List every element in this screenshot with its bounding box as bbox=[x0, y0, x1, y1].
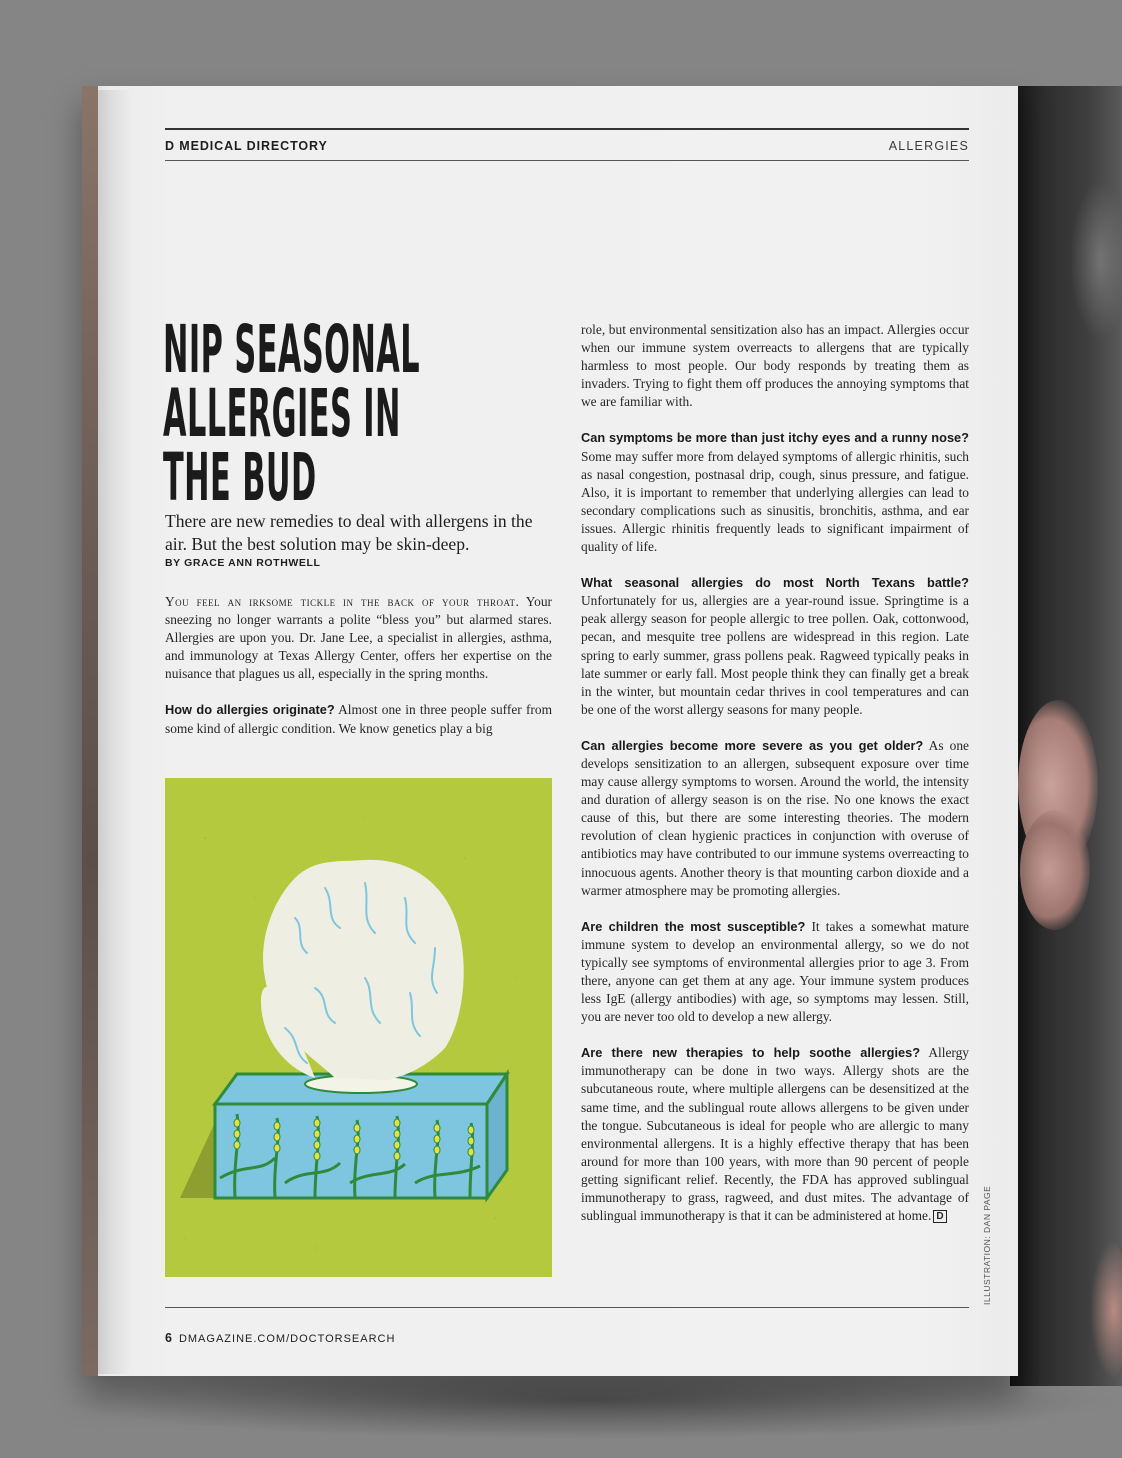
qa-seasonal bbox=[581, 574, 969, 719]
headline-line-2: ALLERGIES IN bbox=[163, 375, 401, 452]
question-originate: How do allergies originate? bbox=[165, 702, 335, 718]
qa-symptoms bbox=[581, 429, 969, 556]
tissue-box-illustration bbox=[165, 778, 552, 1277]
intro-paragraph bbox=[165, 593, 552, 683]
topic-label: ALLERGIES bbox=[888, 139, 969, 153]
answer-originate-part2: role, but environmental sensitization also has an impact. Allergies occur when our immune system overreacts to allergens that are typically harmless to most people. Our body responds by treating them as invaders. Trying to fight them off produces the annoying symptoms that we are familiar with. bbox=[581, 322, 969, 410]
intro-text: Your sneezing no longer warrants a polite “bless you” but alarmed stares. Allergies are upon you. Dr. Jane Lee, a specialist in allergies, asthma, and immunology at Texas Allergy Center, offers her expertise on the nuisance that plagues us all, especially in the spring months. bbox=[165, 594, 552, 682]
question-children: Are children the most susceptible? bbox=[581, 918, 806, 934]
qa-therapies bbox=[581, 1044, 969, 1225]
qa-originate bbox=[165, 701, 552, 737]
page-number: 6 bbox=[165, 1331, 173, 1345]
spine-fold-shadow bbox=[98, 90, 132, 1374]
body-column-right bbox=[581, 321, 969, 1243]
facing-page-highlight bbox=[1070, 180, 1122, 340]
page-spine bbox=[82, 86, 98, 1376]
answer-older: As one develops sensitization to an allergen, subsequent exposure over time may cause allergy symptoms to worsen. Around the world, the intensity and duration of allergy season is on the rise. No one knows the exact cause of this, but there are some interesting theories. The modern revolution of clean hygienic practices in conjunction with overuse of antibiotics may have contributed to our immune systems overreacting to innocuous agents. Another theory is that mounting carbon dioxide and a warmer atmosphere may be promoting allergies. bbox=[581, 737, 969, 898]
question-therapies: Are there new therapies to help soothe allergies? bbox=[581, 1045, 921, 1061]
question-seasonal: What seasonal allergies do most North Texans battle? bbox=[581, 575, 969, 591]
question-older: Can allergies become more severe as you get older? bbox=[581, 737, 924, 753]
byline: BY GRACE ANN ROTHWELL bbox=[165, 557, 321, 569]
headline bbox=[163, 311, 421, 516]
headline-line-1: NIP SEASONAL bbox=[163, 311, 421, 388]
footer-url: DMAGAZINE.COM/DOCTORSEARCH bbox=[178, 1333, 396, 1345]
folio bbox=[165, 1331, 395, 1345]
answer-symptoms: Some may suffer more from delayed symptoms of allergic rhinitis, such as nasal congestion, postnasal drip, cough, sinus pressure, and fatigue. Also, it is important to remember that underlying allergies can lead to secondary complications such as sinusitis, bronchitis, asthma, and ear issues. Allergic rhinitis frequently leads to significant impairment of quality of life. bbox=[581, 448, 969, 555]
footer-rule bbox=[165, 1307, 969, 1308]
dek: There are new remedies to deal with allergens in the air. But the best solution may be skin-deep. bbox=[165, 511, 533, 554]
body-column-left bbox=[165, 593, 552, 756]
facing-page-pink-shape-lower bbox=[1020, 810, 1090, 930]
illustration-credit: ILLUSTRATION: DAN PAGE bbox=[982, 1185, 992, 1305]
qa-older bbox=[581, 737, 969, 900]
facing-page-pink-shape-bottom bbox=[1090, 1240, 1122, 1380]
end-mark-icon: D bbox=[933, 1210, 946, 1223]
header-bottom-rule bbox=[165, 160, 969, 161]
answer-seasonal: Unfortunately for us, allergies are a year-round issue. Springtime is a peak allergy season for people allergic to tree pollen. Oak, cottonwood, pecan, and mesquite tree pollens are widespread in this region. Late spring to early summer, grass pollens peak. Ragweed typically peaks in late summer or early fall. Most people think they can finally get a break in the winter, but mountain cedar thrives in cool temperatures and can be one of the worst allergy seasons for many people. bbox=[581, 593, 969, 717]
answer-therapies: Allergy immunotherapy can be done in two ways. Allergy shots are the subcutaneous route, where multiple allergens can be desensitized at the same time, and the sublingual route allows allergens to be given under the tongue. Subcutaneous is ideal for people who are allergic to many environmental allergens. It is a highly effective therapy that has been around for more than 100 years, with more than 90 percent of people getting significant relief. Recently, the FDA has approved sublingual immunotherapy to grass, ragweed, and dust mites. The advantage of sublingual immunotherapy is that it can be administered at home. bbox=[581, 1045, 969, 1224]
answer-children: It takes a somewhat mature immune system to develop an environmental allergy, so we do not typically see symptoms of environmental allergies prior to age 3. From there, anyone can get them at any age. Your immune system produces less IgE (allergy antibodies) with age, so symptoms may lessen. Still, you are never too old to develop a new allergy. bbox=[581, 918, 969, 1025]
answer-originate-part1: Almost one in three people suffer from some kind of allergic condition. We know genetics play a big bbox=[165, 702, 552, 736]
question-symptoms: Can symptoms be more than just itchy eyes and a runny nose? bbox=[581, 430, 969, 446]
section-label: D MEDICAL DIRECTORY bbox=[165, 139, 328, 153]
header-top-rule bbox=[165, 128, 969, 130]
headline-line-3: THE BUD bbox=[163, 439, 317, 516]
qa-children bbox=[581, 918, 969, 1027]
lead-in: You feel an irksome tickle in the back of your throat. bbox=[165, 594, 520, 609]
